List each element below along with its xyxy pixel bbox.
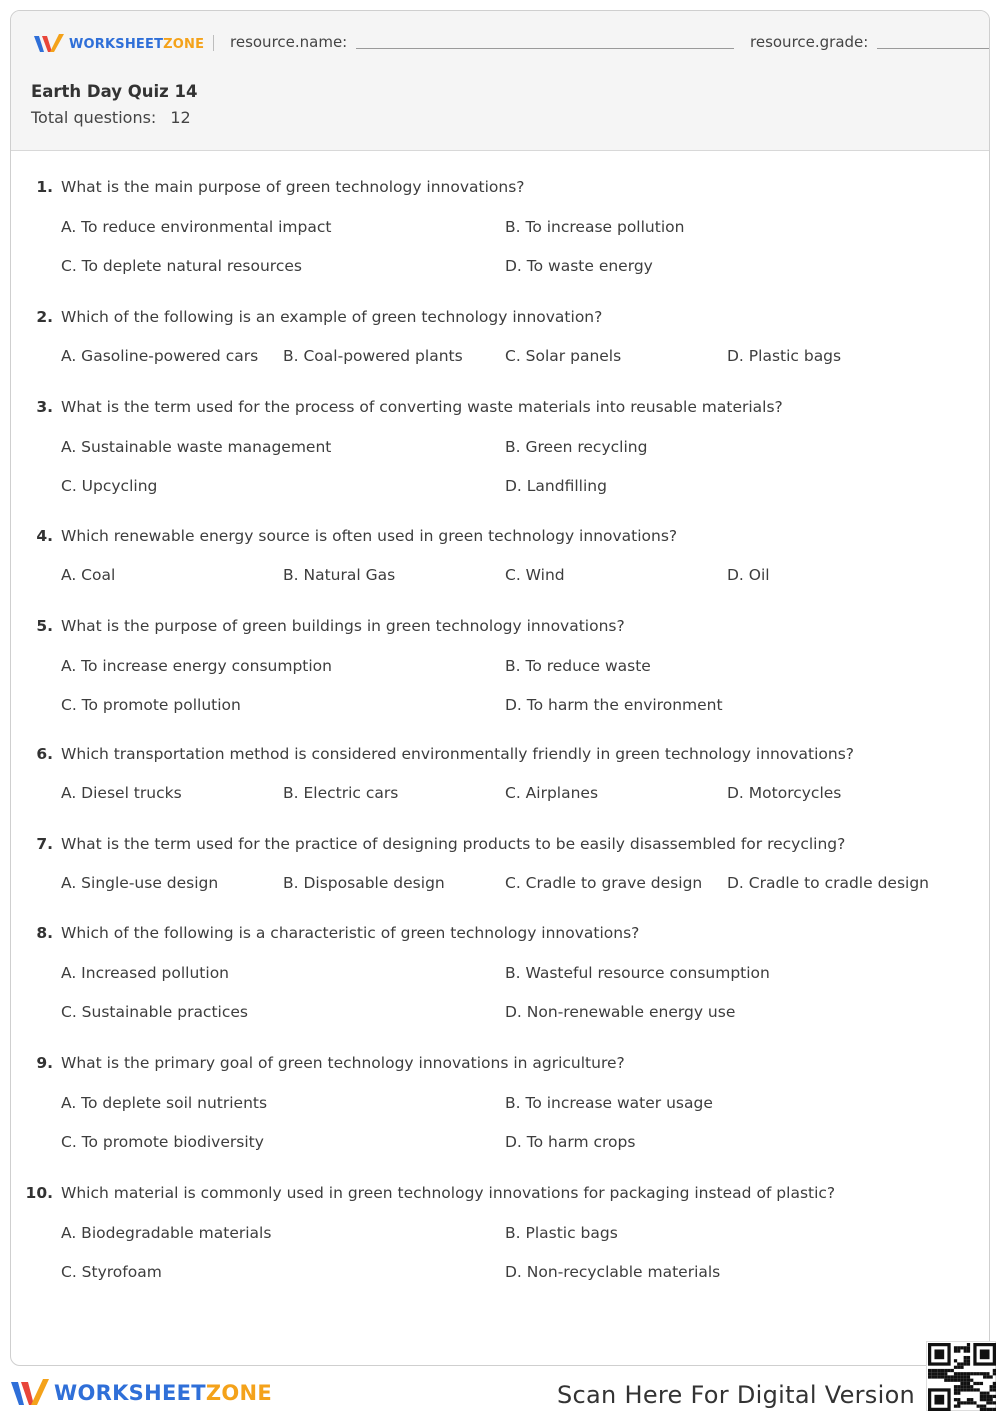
question-text: Which transportation method is considered environmentally friendly in green technology innovations?	[61, 745, 854, 763]
answer-option[interactable]: D. Motorcycles	[727, 784, 842, 802]
header-brand-text: WORKSHEETZONE	[69, 36, 205, 52]
answer-option[interactable]: C. To deplete natural resources	[61, 257, 302, 275]
answer-option[interactable]: C. Airplanes	[505, 784, 599, 802]
answer-option[interactable]: D. To waste energy	[505, 257, 653, 275]
answer-option[interactable]: C. Sustainable practices	[61, 1003, 248, 1021]
answer-option[interactable]: A. Biodegradable materials	[61, 1224, 272, 1242]
answer-option[interactable]: C. Cradle to grave design	[505, 874, 703, 892]
answer-option[interactable]: A. To increase energy consumption	[61, 657, 332, 675]
question-number: 1.	[36, 178, 53, 196]
answer-option[interactable]: A. To reduce environmental impact	[61, 218, 332, 236]
footer-brand-text: WORKSHEETZONE	[54, 1381, 273, 1405]
answer-option[interactable]: A. Sustainable waste management	[61, 438, 332, 456]
answer-option[interactable]: C. To promote biodiversity	[61, 1133, 264, 1151]
footer-logo	[10, 1376, 272, 1410]
question-text: Which material is commonly used in green technology innovations for packaging instead of plastic?	[61, 1184, 836, 1202]
resource-grade-label: resource.grade:	[750, 33, 869, 51]
answer-option[interactable]: D. To harm crops	[505, 1133, 636, 1151]
question-number: 10.	[25, 1184, 53, 1202]
answer-option[interactable]: B. Natural Gas	[283, 566, 396, 584]
answer-option[interactable]: A. Diesel trucks	[61, 784, 182, 802]
question-text: What is the main purpose of green technology innovations?	[61, 178, 525, 196]
question-number: 9.	[36, 1054, 53, 1072]
resource-grade-line[interactable]	[877, 48, 990, 49]
answer-option[interactable]: C. Wind	[505, 566, 565, 584]
worksheet-page	[10, 10, 990, 1366]
question-text: Which of the following is an example of green technology innovation?	[61, 308, 603, 326]
page-title: Earth Day Quiz 14	[31, 82, 198, 101]
answer-option[interactable]: C. Styrofoam	[61, 1263, 162, 1281]
answer-option[interactable]: C. Solar panels	[505, 347, 622, 365]
resource-name-line[interactable]	[356, 48, 734, 49]
total-questions	[31, 108, 191, 127]
answer-option[interactable]: C. Upcycling	[61, 477, 158, 495]
question-text: Which renewable energy source is often used in green technology innovations?	[61, 527, 678, 545]
answer-option[interactable]: D. Non-recyclable materials	[505, 1263, 721, 1281]
answer-option[interactable]: C. To promote pollution	[61, 696, 241, 714]
qr-code-icon[interactable]	[926, 1341, 996, 1411]
answer-option[interactable]: A. Coal	[61, 566, 116, 584]
question-text: Which of the following is a characteristic of green technology innovations?	[61, 924, 640, 942]
scan-instruction: Scan Here For Digital Version	[557, 1381, 916, 1409]
answer-option[interactable]: D. Cradle to cradle design	[727, 874, 929, 892]
question-text: What is the primary goal of green technology innovations in agriculture?	[61, 1054, 625, 1072]
worksheet-zone-logo-icon	[10, 1377, 50, 1409]
answer-option[interactable]: D. Oil	[727, 566, 770, 584]
answer-option[interactable]: A. To deplete soil nutrients	[61, 1094, 268, 1112]
question-number: 3.	[36, 398, 53, 416]
answer-option[interactable]: A. Increased pollution	[61, 964, 229, 982]
question-number: 2.	[36, 308, 53, 326]
question-number: 7.	[36, 835, 53, 853]
answer-option[interactable]: D. Non-renewable energy use	[505, 1003, 736, 1021]
answer-option[interactable]: B. Green recycling	[505, 438, 648, 456]
question-number: 4.	[36, 527, 53, 545]
total-questions-label: Total questions:	[31, 108, 157, 127]
question-number: 6.	[36, 745, 53, 763]
worksheet-zone-logo-icon	[33, 33, 65, 55]
total-questions-value: 12	[170, 108, 191, 127]
header-separator	[213, 35, 214, 51]
answer-option[interactable]: B. Disposable design	[283, 874, 445, 892]
question-text: What is the term used for the practice of designing products to be easily disassembled for recycling?	[61, 835, 846, 853]
question-text: What is the term used for the process of converting waste materials into reusable materials?	[61, 398, 783, 416]
answer-option[interactable]: B. To reduce waste	[505, 657, 651, 675]
question-number: 5.	[36, 617, 53, 635]
question-number: 8.	[36, 924, 53, 942]
answer-option[interactable]: B. Coal-powered plants	[283, 347, 463, 365]
answer-option[interactable]: B. Wasteful resource consumption	[505, 964, 770, 982]
answer-option[interactable]: D. To harm the environment	[505, 696, 723, 714]
answer-option[interactable]: B. Electric cars	[283, 784, 399, 802]
answer-option[interactable]: D. Landfilling	[505, 477, 607, 495]
answer-option[interactable]: B. To increase water usage	[505, 1094, 713, 1112]
answer-option[interactable]: A. Single-use design	[61, 874, 219, 892]
answer-option[interactable]: A. Gasoline-powered cars	[61, 347, 259, 365]
resource-name-label: resource.name:	[230, 33, 348, 51]
worksheet-header	[11, 11, 989, 151]
answer-option[interactable]: D. Plastic bags	[727, 347, 842, 365]
question-text: What is the purpose of green buildings in green technology innovations?	[61, 617, 625, 635]
answer-option[interactable]: B. To increase pollution	[505, 218, 685, 236]
header-logo	[33, 33, 204, 55]
answer-option[interactable]: B. Plastic bags	[505, 1224, 618, 1242]
